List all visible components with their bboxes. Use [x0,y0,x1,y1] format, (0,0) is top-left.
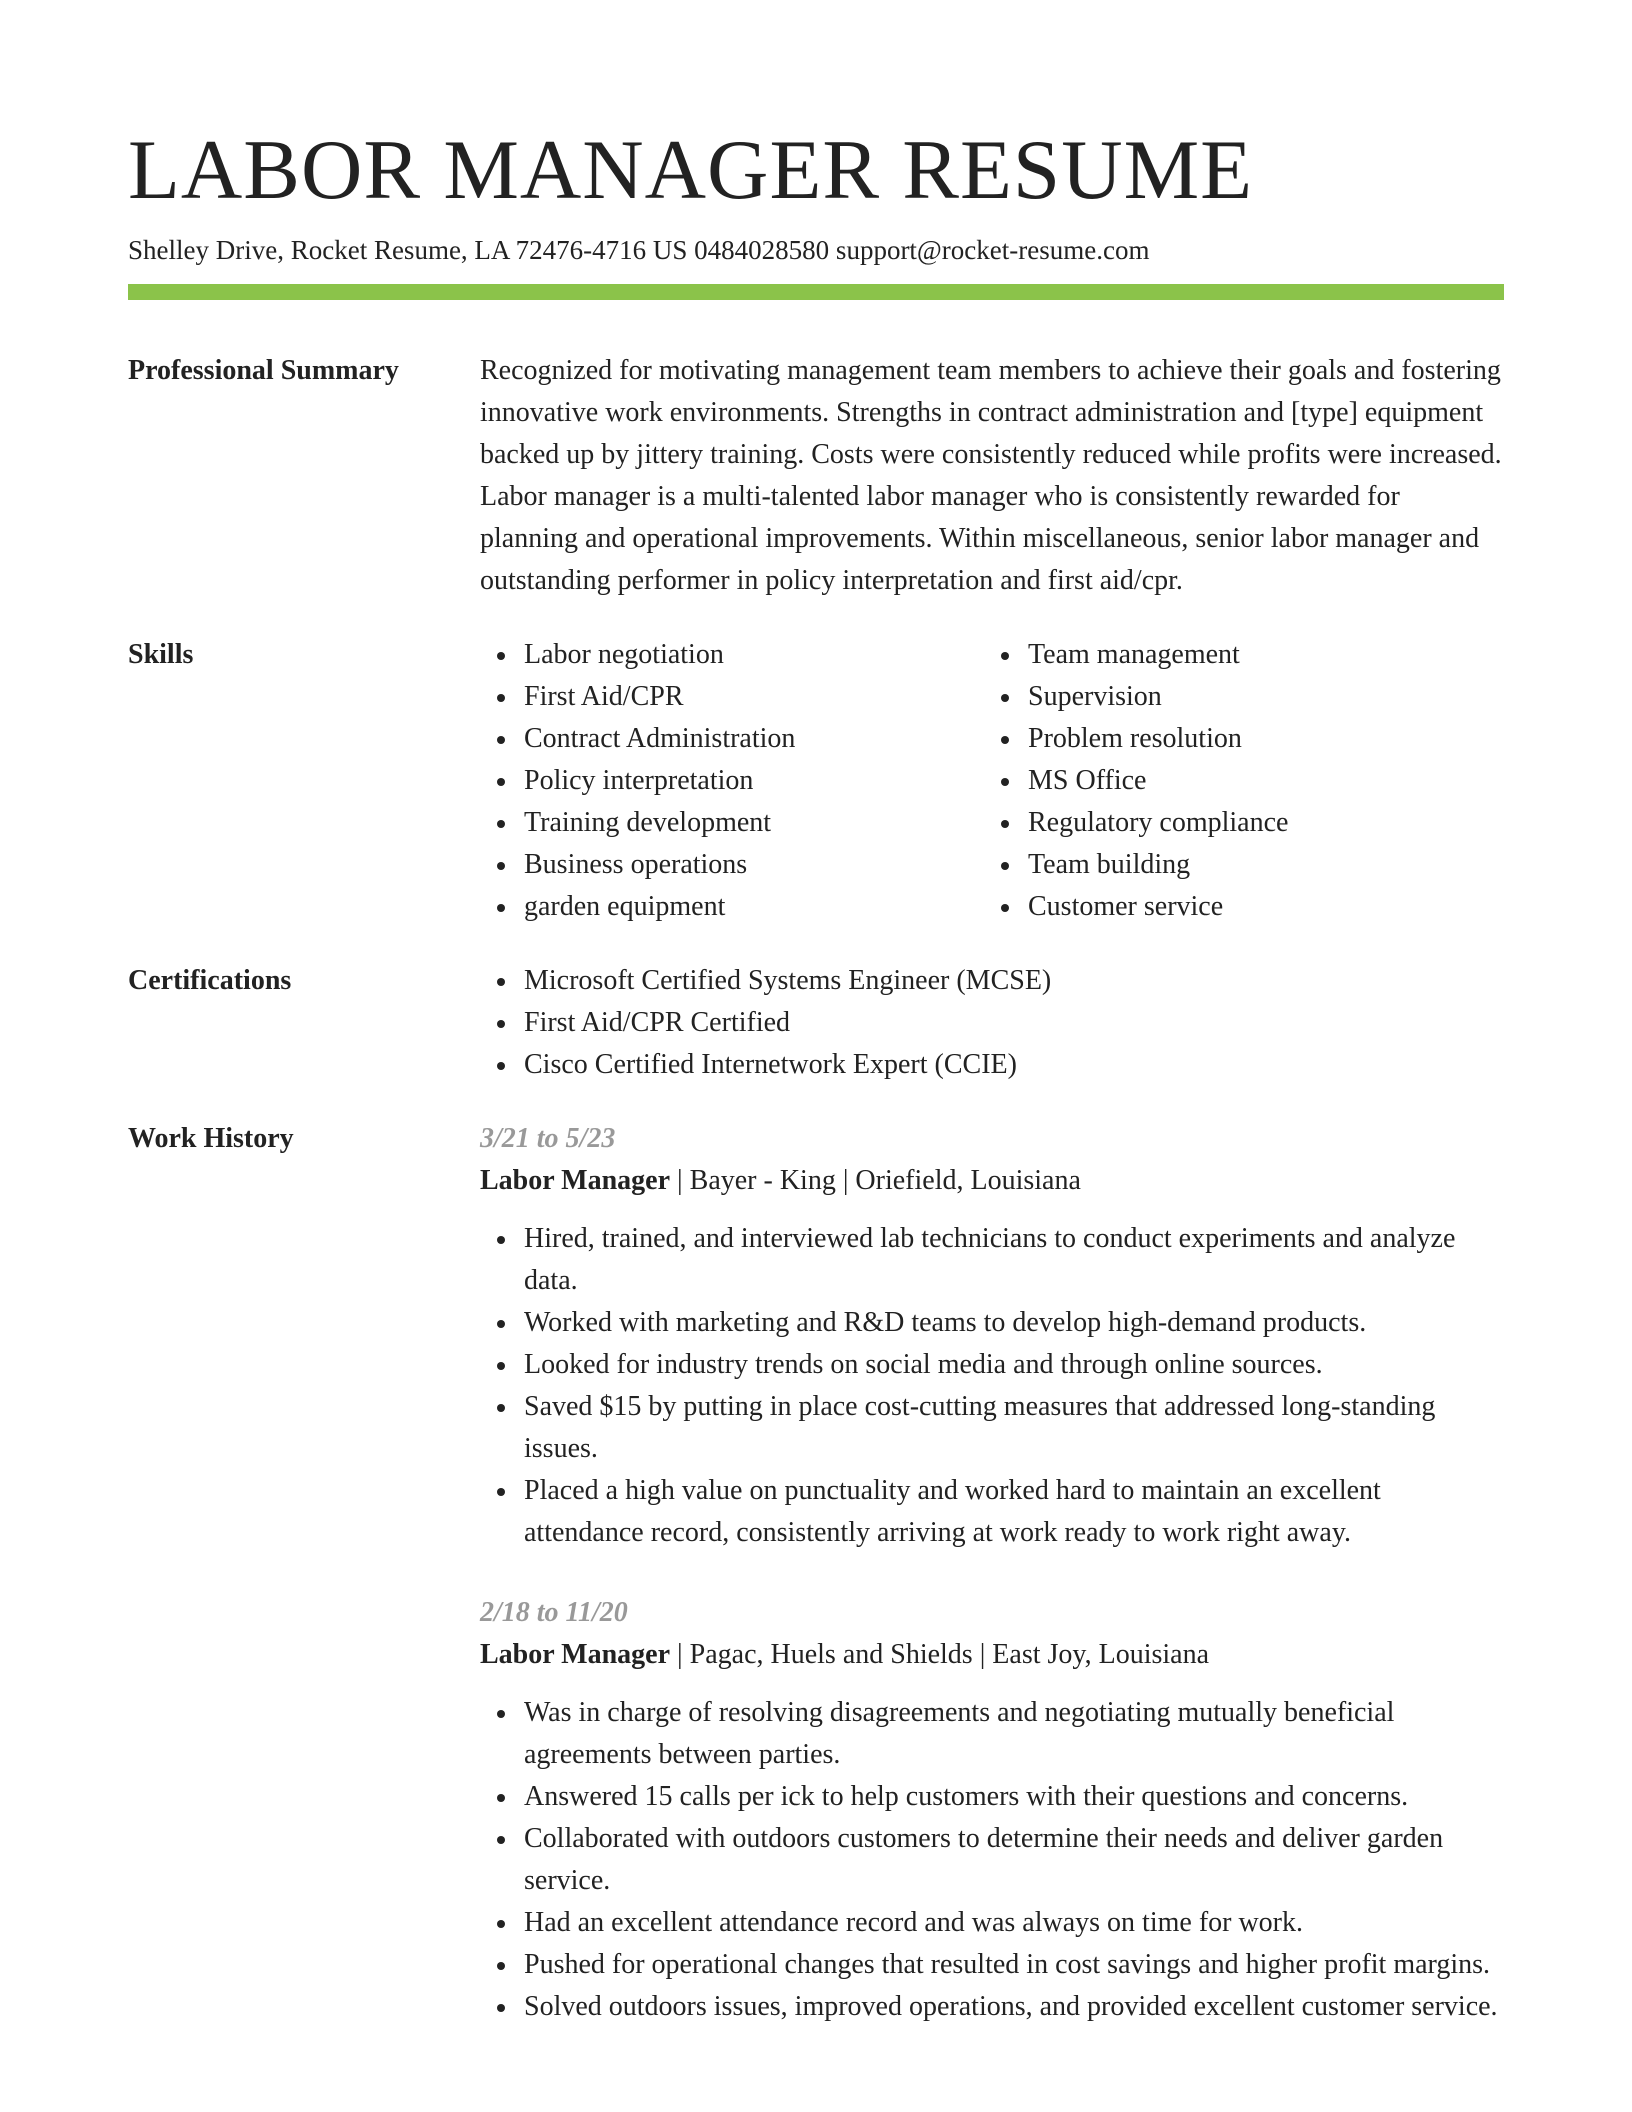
job-entry [480,1118,1504,1554]
certification-item: First Aid/CPR Certified [524,1002,1504,1044]
job-heading [480,1160,1504,1202]
skill-item: Training development [524,802,984,844]
job-bullet: Collaborated with outdoors customers to determine their needs and deliver garden service. [524,1818,1504,1902]
skill-item: Team building [1028,844,1488,886]
work-history-body [480,1118,1504,2028]
job-dates: 3/21 to 5/23 [480,1123,616,1154]
certifications-body [480,960,1504,1086]
job-bullet: Looked for industry trends on social media and through online sources. [524,1344,1504,1386]
skills-grid [480,634,1504,928]
skill-item: MS Office [1028,760,1488,802]
job-bullet: Answered 15 calls per ick to help customers with their questions and concerns. [524,1776,1504,1818]
skills-section [128,634,1504,928]
skills-body [480,634,1504,928]
job-bullet: Placed a high value on punctuality and worked hard to maintain an excellent attendance record, consistently arriving at work ready to work right away. [524,1470,1504,1554]
skill-item: Policy interpretation [524,760,984,802]
job-bullets [480,1218,1504,1554]
certifications-section [128,960,1504,1086]
job-heading [480,1634,1504,1676]
skill-item: Regulatory compliance [1028,802,1488,844]
job-employer-location: | Bayer - King | Oriefield, Louisiana [670,1165,1081,1196]
job-bullet: Had an excellent attendance record and was always on time for work. [524,1902,1504,1944]
job-employer-location: | Pagac, Huels and Shields | East Joy, Louisiana [670,1639,1210,1670]
summary-text: Recognized for motivating management team members to achieve their goals and fostering innovative work environments. Strengths in contract administration and [type] equipment backed up by jittery training. Costs were consistently reduced while profits were increased. Labor manager is a multi-talented labor manager who is consistently rewarded for planning and operational improvements. Within miscellaneous, senior labor manager and outstanding performer in policy interpretation and first aid/cpr. [480,355,1502,596]
skill-item: garden equipment [524,886,984,928]
skills-list-right [984,634,1488,928]
skill-item: Labor negotiation [524,634,984,676]
job-title: Labor Manager [480,1165,671,1196]
job-title: Labor Manager [480,1639,671,1670]
certifications-list [480,960,1504,1086]
skills-column-left [480,634,984,928]
resume-page [128,0,1504,2028]
skill-item: First Aid/CPR [524,676,984,718]
summary-body [480,350,1504,602]
accent-divider [128,284,1504,300]
resume-title: LABOR MANAGER RESUME [128,123,1254,217]
contact-line: Shelley Drive, Rocket Resume, LA 72476-4716 US 0484028580 support@rocket-resume.com [128,235,1150,265]
skill-item: Business operations [524,844,984,886]
job-bullet: Hired, trained, and interviewed lab technicians to conduct experiments and analyze data. [524,1218,1504,1302]
certification-item: Microsoft Certified Systems Engineer (MCSE) [524,960,1504,1002]
job-entry [480,1592,1504,2028]
skill-item: Contract Administration [524,718,984,760]
job-bullet: Pushed for operational changes that resulted in cost savings and higher profit margins. [524,1944,1504,1986]
section-label-summary: Professional Summary [128,355,399,386]
job-bullet: Was in charge of resolving disagreements and negotiating mutually beneficial agreements between parties. [524,1692,1504,1776]
section-label-certifications: Certifications [128,965,292,996]
job-dates: 2/18 to 11/20 [480,1597,628,1628]
skills-list-left [480,634,984,928]
certification-item: Cisco Certified Internetwork Expert (CCIE) [524,1044,1504,1086]
job-bullet: Saved $15 by putting in place cost-cutting measures that addressed long-standing issues. [524,1386,1504,1470]
skill-item: Supervision [1028,676,1488,718]
job-bullet: Solved outdoors issues, improved operations, and provided excellent customer service. [524,1986,1504,2028]
section-label-work-history: Work History [128,1123,294,1154]
section-label-skills: Skills [128,639,194,670]
skills-column-right [984,634,1488,928]
work-history-section [128,1118,1504,2028]
skill-item: Customer service [1028,886,1488,928]
skill-item: Problem resolution [1028,718,1488,760]
skill-item: Team management [1028,634,1488,676]
job-bullets [480,1692,1504,2028]
summary-section [128,350,1504,602]
job-bullet: Worked with marketing and R&D teams to develop high-demand products. [524,1302,1504,1344]
